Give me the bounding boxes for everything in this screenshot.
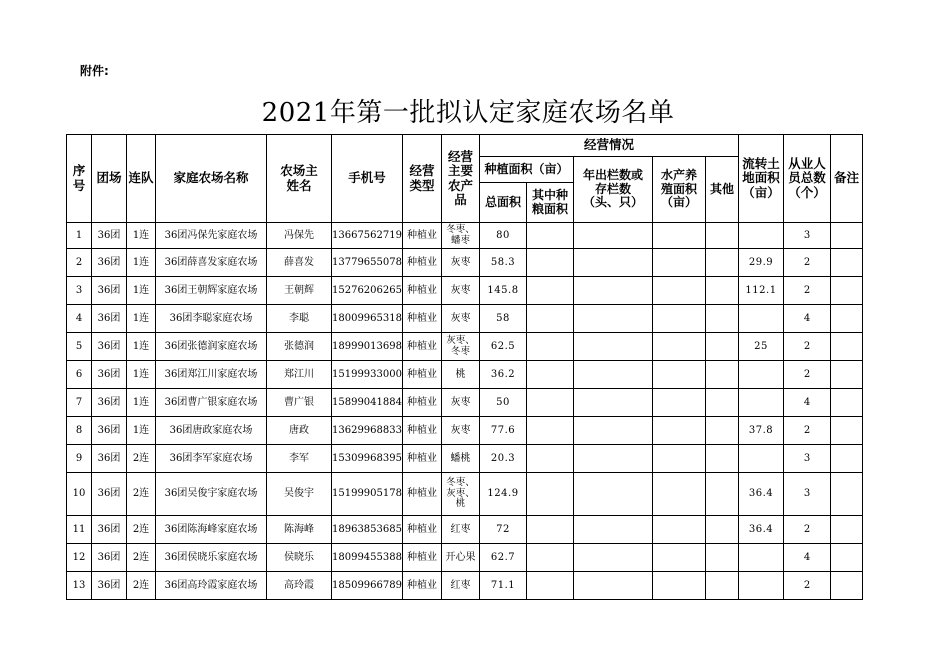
cell-remarks	[831, 389, 863, 417]
cell-phone: 18999013698	[332, 333, 403, 361]
col-header-total-area: 总面积	[480, 183, 527, 223]
cell-aquaculture	[653, 249, 706, 277]
col-header-farm-name: 家庭农场名称	[156, 135, 267, 223]
cell-regiment: 36团	[92, 249, 127, 277]
cell-regiment: 36团	[92, 445, 127, 473]
cell-remarks	[831, 572, 863, 600]
cell-total-area: 72	[480, 516, 527, 544]
cell-workers: 2	[784, 361, 831, 389]
col-header-other: 其他	[706, 157, 739, 223]
col-header-aquaculture: 水产养殖面积（亩）	[653, 157, 706, 223]
cell-workers: 3	[784, 445, 831, 473]
cell-business-type: 种植业	[403, 333, 442, 361]
cell-total-area: 77.6	[480, 417, 527, 445]
cell-owner: 侯晓乐	[267, 544, 332, 572]
cell-livestock	[574, 445, 653, 473]
cell-remarks	[831, 223, 863, 249]
cell-business-type: 种植业	[403, 417, 442, 445]
cell-transfer: 112.1	[739, 277, 784, 305]
cell-livestock	[574, 249, 653, 277]
cell-seq: 11	[67, 516, 92, 544]
cell-aquaculture	[653, 333, 706, 361]
cell-seq: 12	[67, 544, 92, 572]
cell-grain-area	[527, 249, 574, 277]
table-body	[67, 223, 863, 600]
cell-regiment: 36团	[92, 544, 127, 572]
cell-product: 红枣	[442, 516, 480, 544]
col-header-business-type: 经营类型	[403, 135, 442, 223]
cell-other	[706, 361, 739, 389]
col-header-grain-area: 其中种粮面积	[527, 183, 574, 223]
cell-business-type: 种植业	[403, 249, 442, 277]
cell-aquaculture	[653, 361, 706, 389]
col-header-regiment: 团场	[92, 135, 127, 223]
col-header-main-products: 经营主要农产品	[442, 135, 480, 223]
cell-grain-area	[527, 361, 574, 389]
cell-livestock	[574, 516, 653, 544]
cell-seq: 10	[67, 473, 92, 516]
cell-total-area: 36.2	[480, 361, 527, 389]
cell-aquaculture	[653, 473, 706, 516]
cell-phone: 15899041884	[332, 389, 403, 417]
cell-workers: 2	[784, 417, 831, 445]
cell-farm-name: 36团薛喜发家庭农场	[156, 249, 267, 277]
cell-livestock	[574, 544, 653, 572]
cell-transfer: 25	[739, 333, 784, 361]
cell-workers: 4	[784, 305, 831, 333]
cell-other	[706, 305, 739, 333]
cell-product: 灰枣	[442, 305, 480, 333]
cell-other	[706, 544, 739, 572]
col-header-transfer-area: 流转土地面积（亩）	[739, 135, 784, 223]
cell-remarks	[831, 544, 863, 572]
cell-livestock	[574, 361, 653, 389]
cell-transfer	[739, 223, 784, 249]
cell-livestock	[574, 389, 653, 417]
cell-transfer: 29.9	[739, 249, 784, 277]
page-title: 2021年第一批拟认定家庭农场名单	[261, 98, 675, 128]
cell-aquaculture	[653, 277, 706, 305]
col-header-remarks: 备注	[831, 135, 863, 223]
cell-aquaculture	[653, 389, 706, 417]
col-header-planting-area: 种植面积（亩）	[480, 157, 574, 183]
cell-workers: 3	[784, 223, 831, 249]
cell-workers: 2	[784, 277, 831, 305]
cell-aquaculture	[653, 445, 706, 473]
cell-livestock	[574, 277, 653, 305]
cell-grain-area	[527, 445, 574, 473]
cell-phone: 13779655078	[332, 249, 403, 277]
cell-company: 1连	[127, 333, 156, 361]
col-header-company: 连队	[127, 135, 156, 223]
cell-business-type: 种植业	[403, 361, 442, 389]
cell-owner: 李聪	[267, 305, 332, 333]
cell-farm-name: 36团张德润家庭农场	[156, 333, 267, 361]
cell-remarks	[831, 333, 863, 361]
cell-other	[706, 516, 739, 544]
cell-other	[706, 277, 739, 305]
cell-company: 2连	[127, 473, 156, 516]
cell-product: 冬枣、蟠枣	[442, 223, 480, 249]
cell-farm-name: 36团吴俊宇家庭农场	[156, 473, 267, 516]
table-row	[67, 333, 863, 361]
cell-owner: 陈海峰	[267, 516, 332, 544]
cell-seq: 13	[67, 572, 92, 600]
table-row	[67, 361, 863, 389]
col-header-owner: 农场主姓名	[267, 135, 332, 223]
table-row	[67, 572, 863, 600]
cell-phone: 15309968395	[332, 445, 403, 473]
cell-aquaculture	[653, 223, 706, 249]
cell-transfer	[739, 361, 784, 389]
cell-product: 冬枣、灰枣、桃	[442, 473, 480, 516]
cell-transfer	[739, 389, 784, 417]
cell-company: 2连	[127, 572, 156, 600]
cell-farm-name: 36团唐政家庭农场	[156, 417, 267, 445]
cell-phone: 18099455388	[332, 544, 403, 572]
farm-list-table	[66, 134, 863, 600]
table-row	[67, 249, 863, 277]
cell-remarks	[831, 516, 863, 544]
cell-regiment: 36团	[92, 305, 127, 333]
cell-transfer	[739, 305, 784, 333]
cell-owner: 李军	[267, 445, 332, 473]
cell-business-type: 种植业	[403, 277, 442, 305]
table-row	[67, 417, 863, 445]
cell-other	[706, 223, 739, 249]
cell-workers: 2	[784, 516, 831, 544]
cell-phone: 13667562719	[332, 223, 403, 249]
table-row	[67, 277, 863, 305]
cell-remarks	[831, 277, 863, 305]
cell-owner: 薛喜发	[267, 249, 332, 277]
cell-total-area: 58	[480, 305, 527, 333]
cell-grain-area	[527, 417, 574, 445]
cell-seq: 9	[67, 445, 92, 473]
cell-phone: 18009965318	[332, 305, 403, 333]
cell-grain-area	[527, 389, 574, 417]
cell-owner: 冯保先	[267, 223, 332, 249]
cell-product: 红枣	[442, 572, 480, 600]
table-row	[67, 223, 863, 249]
cell-livestock	[574, 417, 653, 445]
cell-farm-name: 36团李聪家庭农场	[156, 305, 267, 333]
cell-grain-area	[527, 277, 574, 305]
cell-seq: 8	[67, 417, 92, 445]
cell-grain-area	[527, 544, 574, 572]
cell-owner: 曹广银	[267, 389, 332, 417]
cell-grain-area	[527, 305, 574, 333]
cell-grain-area	[527, 333, 574, 361]
cell-farm-name: 36团冯保先家庭农场	[156, 223, 267, 249]
cell-business-type: 种植业	[403, 516, 442, 544]
cell-total-area: 124.9	[480, 473, 527, 516]
cell-owner: 张德润	[267, 333, 332, 361]
cell-company: 2连	[127, 544, 156, 572]
cell-farm-name: 36团高玲霞家庭农场	[156, 572, 267, 600]
cell-business-type: 种植业	[403, 544, 442, 572]
cell-other	[706, 249, 739, 277]
cell-grain-area	[527, 473, 574, 516]
cell-farm-name: 36团曹广银家庭农场	[156, 389, 267, 417]
cell-remarks	[831, 305, 863, 333]
cell-business-type: 种植业	[403, 305, 442, 333]
cell-total-area: 62.5	[480, 333, 527, 361]
cell-workers: 2	[784, 249, 831, 277]
table-row	[67, 473, 863, 516]
cell-regiment: 36团	[92, 417, 127, 445]
cell-remarks	[831, 445, 863, 473]
cell-transfer: 36.4	[739, 516, 784, 544]
cell-phone: 13629968833	[332, 417, 403, 445]
cell-total-area: 80	[480, 223, 527, 249]
cell-farm-name: 36团侯晓乐家庭农场	[156, 544, 267, 572]
cell-business-type: 种植业	[403, 389, 442, 417]
cell-company: 1连	[127, 389, 156, 417]
cell-seq: 4	[67, 305, 92, 333]
table-row	[67, 516, 863, 544]
cell-company: 1连	[127, 277, 156, 305]
cell-transfer	[739, 544, 784, 572]
cell-seq: 1	[67, 223, 92, 249]
cell-total-area: 58.3	[480, 249, 527, 277]
cell-phone: 15199905178	[332, 473, 403, 516]
col-header-livestock: 年出栏数或存栏数（头、只）	[574, 157, 653, 223]
cell-grain-area	[527, 223, 574, 249]
cell-product: 灰枣	[442, 417, 480, 445]
table-row	[67, 305, 863, 333]
cell-workers: 4	[784, 389, 831, 417]
attachment-label: 附件:	[80, 64, 109, 78]
table-row	[67, 389, 863, 417]
cell-owner: 高玲霞	[267, 572, 332, 600]
cell-workers: 2	[784, 333, 831, 361]
cell-livestock	[574, 305, 653, 333]
cell-product: 开心果	[442, 544, 480, 572]
cell-remarks	[831, 473, 863, 516]
cell-company: 1连	[127, 417, 156, 445]
cell-phone: 18963853685	[332, 516, 403, 544]
cell-regiment: 36团	[92, 277, 127, 305]
cell-regiment: 36团	[92, 572, 127, 600]
cell-company: 2连	[127, 445, 156, 473]
cell-seq: 6	[67, 361, 92, 389]
cell-regiment: 36团	[92, 473, 127, 516]
cell-company: 1连	[127, 249, 156, 277]
cell-remarks	[831, 249, 863, 277]
cell-livestock	[574, 473, 653, 516]
cell-remarks	[831, 417, 863, 445]
cell-product: 灰枣	[442, 277, 480, 305]
cell-business-type: 种植业	[403, 223, 442, 249]
col-header-operations: 经营情况	[480, 135, 739, 157]
cell-farm-name: 36团郑江川家庭农场	[156, 361, 267, 389]
cell-business-type: 种植业	[403, 572, 442, 600]
cell-product: 灰枣	[442, 249, 480, 277]
cell-other	[706, 333, 739, 361]
cell-product: 桃	[442, 361, 480, 389]
cell-regiment: 36团	[92, 361, 127, 389]
cell-product: 灰枣	[442, 389, 480, 417]
cell-livestock	[574, 223, 653, 249]
cell-owner: 郑江川	[267, 361, 332, 389]
cell-other	[706, 445, 739, 473]
cell-company: 1连	[127, 223, 156, 249]
cell-other	[706, 389, 739, 417]
cell-regiment: 36团	[92, 223, 127, 249]
cell-owner: 唐政	[267, 417, 332, 445]
cell-other	[706, 417, 739, 445]
cell-business-type: 种植业	[403, 445, 442, 473]
cell-other	[706, 572, 739, 600]
cell-workers: 3	[784, 473, 831, 516]
cell-aquaculture	[653, 516, 706, 544]
cell-total-area: 145.8	[480, 277, 527, 305]
cell-regiment: 36团	[92, 333, 127, 361]
cell-livestock	[574, 572, 653, 600]
table-row	[67, 445, 863, 473]
cell-seq: 7	[67, 389, 92, 417]
cell-owner: 王朝辉	[267, 277, 332, 305]
cell-regiment: 36团	[92, 516, 127, 544]
cell-phone: 15199933000	[332, 361, 403, 389]
cell-aquaculture	[653, 544, 706, 572]
col-header-phone: 手机号	[332, 135, 403, 223]
cell-product: 蟠桃	[442, 445, 480, 473]
table-row	[67, 544, 863, 572]
table-header	[67, 135, 863, 223]
cell-grain-area	[527, 572, 574, 600]
cell-remarks	[831, 361, 863, 389]
cell-farm-name: 36团王朝辉家庭农场	[156, 277, 267, 305]
cell-regiment: 36团	[92, 389, 127, 417]
cell-other	[706, 473, 739, 516]
cell-phone: 18509966789	[332, 572, 403, 600]
cell-workers: 4	[784, 544, 831, 572]
cell-product: 灰枣、冬枣	[442, 333, 480, 361]
cell-workers: 2	[784, 572, 831, 600]
cell-seq: 5	[67, 333, 92, 361]
cell-company: 1连	[127, 305, 156, 333]
cell-transfer	[739, 445, 784, 473]
cell-aquaculture	[653, 305, 706, 333]
cell-grain-area	[527, 516, 574, 544]
cell-aquaculture	[653, 572, 706, 600]
cell-seq: 2	[67, 249, 92, 277]
cell-owner: 吴俊宇	[267, 473, 332, 516]
cell-aquaculture	[653, 417, 706, 445]
col-header-seq: 序号	[67, 135, 92, 223]
cell-transfer: 37.8	[739, 417, 784, 445]
col-header-workers: 从业人员总数（个）	[784, 135, 831, 223]
cell-transfer	[739, 572, 784, 600]
cell-transfer: 36.4	[739, 473, 784, 516]
cell-total-area: 71.1	[480, 572, 527, 600]
cell-total-area: 62.7	[480, 544, 527, 572]
cell-total-area: 20.3	[480, 445, 527, 473]
cell-total-area: 50	[480, 389, 527, 417]
cell-farm-name: 36团李军家庭农场	[156, 445, 267, 473]
cell-business-type: 种植业	[403, 473, 442, 516]
cell-company: 1连	[127, 361, 156, 389]
cell-seq: 3	[67, 277, 92, 305]
cell-livestock	[574, 333, 653, 361]
cell-phone: 15276206265	[332, 277, 403, 305]
cell-company: 2连	[127, 516, 156, 544]
cell-farm-name: 36团陈海峰家庭农场	[156, 516, 267, 544]
